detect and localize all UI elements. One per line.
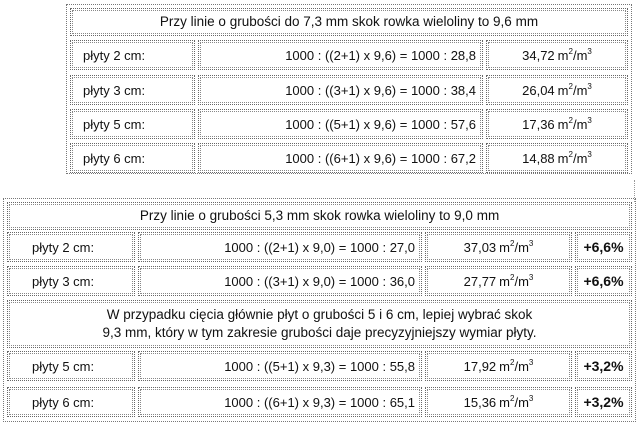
- result-unit: $m^2/m^3$: [499, 238, 534, 255]
- row-label: płyty 2 cm:: [7, 232, 135, 262]
- percent-badge: +6,6%: [575, 232, 632, 262]
- row-label: płyty 2 cm:: [70, 40, 195, 70]
- result-unit: $m^2/m^3$: [557, 115, 592, 132]
- row-equation: 1000 : ((3+1) x 9,0) = 1000 : 36,0: [138, 266, 422, 296]
- row-result: [486, 75, 628, 105]
- percent-badge: +3,2%: [575, 387, 632, 417]
- row-equation: 1000 : ((5+1) x 9,3) = 1000 : 55,8: [138, 351, 422, 381]
- result-value: 14,88: [522, 150, 555, 166]
- result-value: 17,92: [463, 358, 497, 374]
- row-result: [425, 232, 572, 262]
- row-result: [486, 109, 628, 139]
- result-value: 17,36: [522, 116, 555, 132]
- result-value: 26,04: [522, 82, 555, 98]
- table-row: [4, 266, 637, 298]
- table2-header: Przy linie o grubości 5,3 mm skok rowka wieloliny to 9,0 mm: [7, 202, 632, 230]
- row-label: płyty 6 cm:: [70, 143, 195, 173]
- table-row: [67, 143, 633, 175]
- row-result: [486, 40, 628, 70]
- result-unit: $m^2/m^3$: [499, 393, 534, 410]
- recommendation-note: [7, 300, 632, 348]
- table-row: [67, 40, 633, 72]
- result-unit: $m^2/m^3$: [499, 272, 534, 289]
- result-unit: $m^2/m^3$: [557, 149, 592, 166]
- table-thickness-5-3: [3, 198, 636, 422]
- result-value: 37,03: [463, 239, 497, 255]
- row-label: płyty 3 cm:: [70, 75, 195, 105]
- result-value: 15,36: [463, 394, 497, 410]
- table-row: [4, 387, 637, 419]
- row-result: [425, 266, 572, 296]
- table-row: [67, 109, 633, 141]
- row-label: płyty 5 cm:: [7, 351, 135, 381]
- row-label: płyty 5 cm:: [70, 109, 195, 139]
- row-label: płyty 6 cm:: [7, 387, 135, 417]
- row-equation: 1000 : ((2+1) x 9,0) = 1000 : 27,0: [138, 232, 422, 262]
- row-label: płyty 3 cm:: [7, 266, 135, 296]
- note-line-2: 9,3 mm, który w tym zakresie grubości daje precyzyjniejszy wymiar płyty.: [102, 325, 537, 340]
- result-unit: $m^2/m^3$: [557, 81, 592, 98]
- result-value: 27,77: [463, 273, 497, 289]
- row-result: [425, 387, 572, 417]
- row-equation: 1000 : ((6+1) x 9,3) = 1000 : 65,1: [138, 387, 422, 417]
- table-row: [67, 75, 633, 107]
- row-equation: 1000 : ((6+1) x 9,6) = 1000 : 67,2: [198, 143, 483, 173]
- result-unit: $m^2/m^3$: [499, 357, 534, 374]
- result-unit: $m^2/m^3$: [557, 46, 592, 63]
- result-value: 34,72: [522, 47, 555, 63]
- percent-badge: +3,2%: [575, 351, 632, 381]
- row-equation: 1000 : ((2+1) x 9,6) = 1000 : 28,8: [198, 40, 483, 70]
- table-row: [4, 232, 637, 264]
- table-row: [4, 351, 637, 383]
- table-thickness-7-3: [66, 4, 632, 174]
- note-line-1: W przypadku cięcia głównie płyt o grubości 5 i 6 cm, lepiej wybrać skok: [106, 306, 533, 322]
- row-result: [425, 351, 572, 381]
- row-equation: 1000 : ((5+1) x 9,6) = 1000 : 57,6: [198, 109, 483, 139]
- table1-header: Przy linie o grubości do 7,3 mm skok rowka wieloliny to 9,6 mm: [70, 8, 628, 36]
- row-result: [486, 143, 628, 173]
- percent-badge: +6,6%: [575, 266, 632, 296]
- row-equation: 1000 : ((3+1) x 9,6) = 1000 : 38,4: [198, 75, 483, 105]
